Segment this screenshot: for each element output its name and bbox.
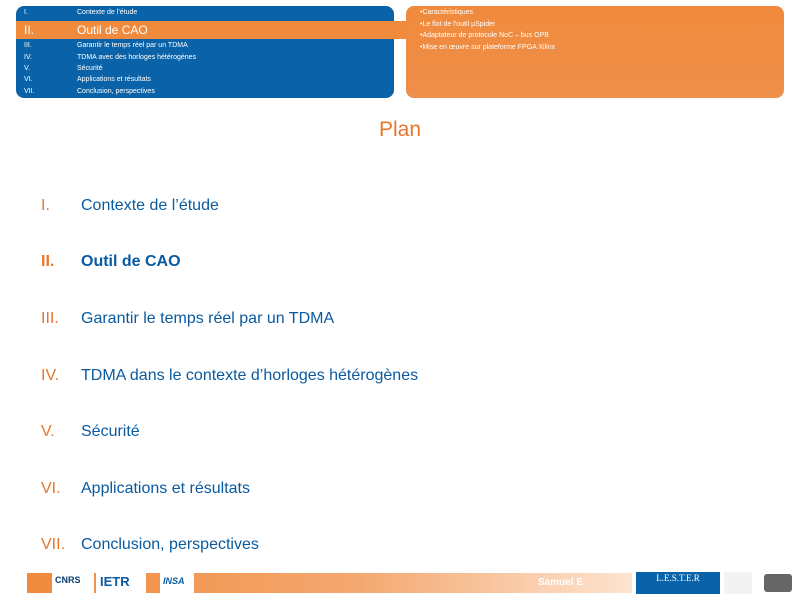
cnrs-logo-text: CNRS <box>55 575 81 585</box>
nav-item-label: Applications et résultats <box>77 76 151 83</box>
nav-item-number: III. <box>24 42 32 49</box>
nav-item-3[interactable] <box>16 40 394 51</box>
lester-logo-text: L.E.S.T.E.R <box>656 573 700 583</box>
plan-item-label: Garantir le temps réel par un TDMA <box>81 310 335 327</box>
nav-item-label: Outil de CAO <box>77 23 148 37</box>
nav-item-number: II. <box>24 23 35 37</box>
footer-author: Samuel E <box>538 577 584 588</box>
nav-item-number: V. <box>24 65 30 72</box>
nav-item-label: Sécurité <box>77 65 103 72</box>
plan-item-number: III. <box>41 310 59 327</box>
subsection-item[interactable]: •Adaptateur de protocole NoC – bus OPB <box>420 32 549 39</box>
nav-item-2-active[interactable] <box>16 21 414 39</box>
plan-item-label: TDMA dans le contexte d’horloges hétérogènes <box>81 367 419 384</box>
plan-item-label: Outil de CAO <box>81 253 181 270</box>
subsection-item[interactable]: •Le flot de l’outil µSpider <box>420 21 496 28</box>
plan-item-label: Contexte de l’étude <box>81 197 219 214</box>
plan-item-label: Conclusion, perspectives <box>81 536 259 553</box>
cnrs-logo <box>52 571 94 593</box>
ietr-logo-text: IETR <box>100 574 130 589</box>
lester-logo <box>636 572 720 594</box>
partner-logo <box>724 572 752 594</box>
nav-item-number: IV. <box>24 54 32 61</box>
plan-item-number: II. <box>41 253 55 270</box>
nav-item-label: Conclusion, perspectives <box>77 88 155 95</box>
nav-item-number: VI. <box>24 76 33 83</box>
plan-item-label: Sécurité <box>81 423 140 440</box>
nav-item-7[interactable] <box>16 86 394 97</box>
nav-item-5[interactable] <box>16 63 394 74</box>
ietr-logo <box>96 571 146 593</box>
subsection-item[interactable]: •Caractéristiques <box>420 9 474 16</box>
nav-item-6[interactable] <box>16 74 394 85</box>
insa-logo-text: INSA <box>163 576 185 586</box>
plan-item-number: VII. <box>41 536 66 553</box>
nav-item-label: Garantir le temps réel par un TDMA <box>77 42 188 49</box>
subsection-item[interactable]: •Mise en œuvre sur plateforme FPGA Xilinx <box>420 44 556 51</box>
plan-item-label: Applications et résultats <box>81 480 250 497</box>
page-corner-badge <box>764 574 792 592</box>
section-navigation <box>16 6 394 98</box>
nav-item-number: I. <box>24 9 28 16</box>
slide-title: Plan <box>378 118 422 141</box>
nav-item-number: VII. <box>24 88 35 95</box>
nav-item-4[interactable] <box>16 52 394 63</box>
nav-item-1[interactable] <box>16 7 394 18</box>
nav-item-label: Contexte de l’étude <box>77 9 138 16</box>
subsection-panel <box>406 6 784 98</box>
plan-item-number: I. <box>41 197 50 214</box>
plan-item-number: VI. <box>41 480 61 497</box>
nav-item-label: TDMA avec des horloges hétérogènes <box>77 54 197 61</box>
insa-logo <box>160 571 194 593</box>
plan-item-number: IV. <box>41 367 60 384</box>
plan-item-number: V. <box>41 423 55 440</box>
